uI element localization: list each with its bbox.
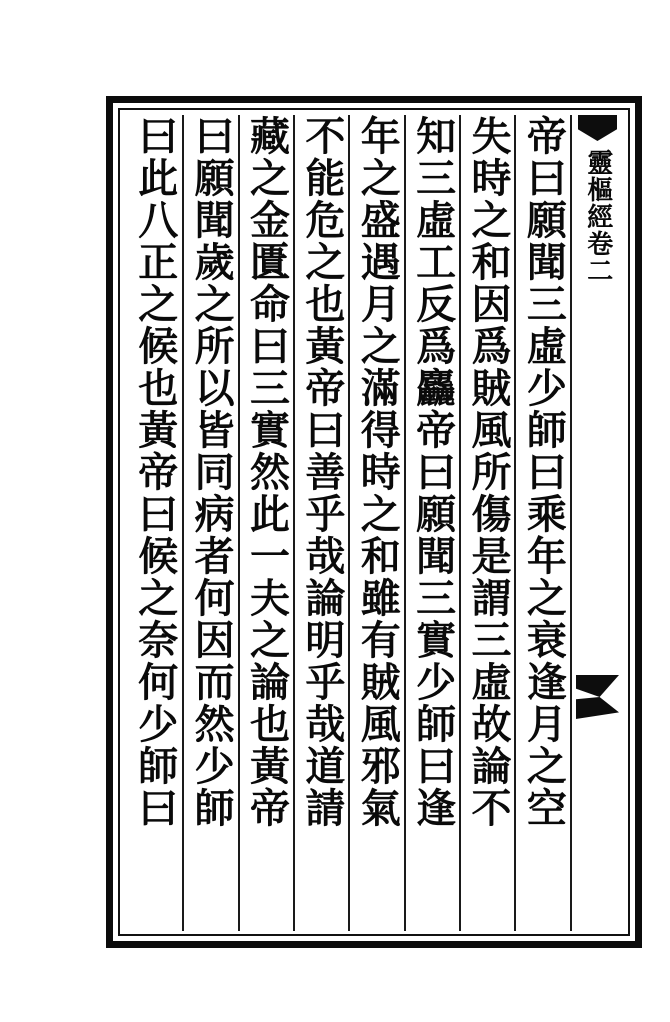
book-title-text: 靈樞經卷二 [582, 149, 613, 284]
text-columns-area [127, 115, 623, 931]
text-column-2 [459, 115, 514, 931]
text-column-7 [182, 115, 237, 931]
text-column-6 [238, 115, 293, 931]
text-column-1-text: 帝曰願聞三虛少師曰乘年之衰逢月之空 [520, 115, 568, 829]
text-column-8-text: 曰此八正之候也黃帝曰候之奈何少師曰 [131, 115, 179, 829]
title-banner-column [570, 115, 623, 931]
text-column-6-text: 藏之金匱命曰三實然此一夫之論也黃帝 [243, 115, 291, 829]
text-column-3-text: 知三虛工反爲麤帝曰願聞三實少師曰逢 [409, 115, 457, 829]
text-column-1 [514, 115, 569, 931]
text-column-5 [293, 115, 348, 931]
text-column-4 [348, 115, 403, 931]
text-column-2-text: 失時之和因爲賊風所傷是謂三虛故論不 [464, 115, 512, 829]
text-column-8 [127, 115, 182, 931]
text-column-3 [404, 115, 459, 931]
banner-top-mark [578, 115, 617, 141]
woodblock-page-frame [106, 96, 642, 948]
fishtail-mark-icon [576, 675, 619, 721]
text-column-7-text: 曰願聞歲之所以皆同病者何因而然少師 [188, 115, 236, 829]
text-column-5-text: 不能危之也黃帝曰善乎哉論明乎哉道請 [298, 115, 346, 829]
text-column-4-text: 年之盛遇月之滿得時之和雖有賊風邪氣 [354, 115, 402, 829]
